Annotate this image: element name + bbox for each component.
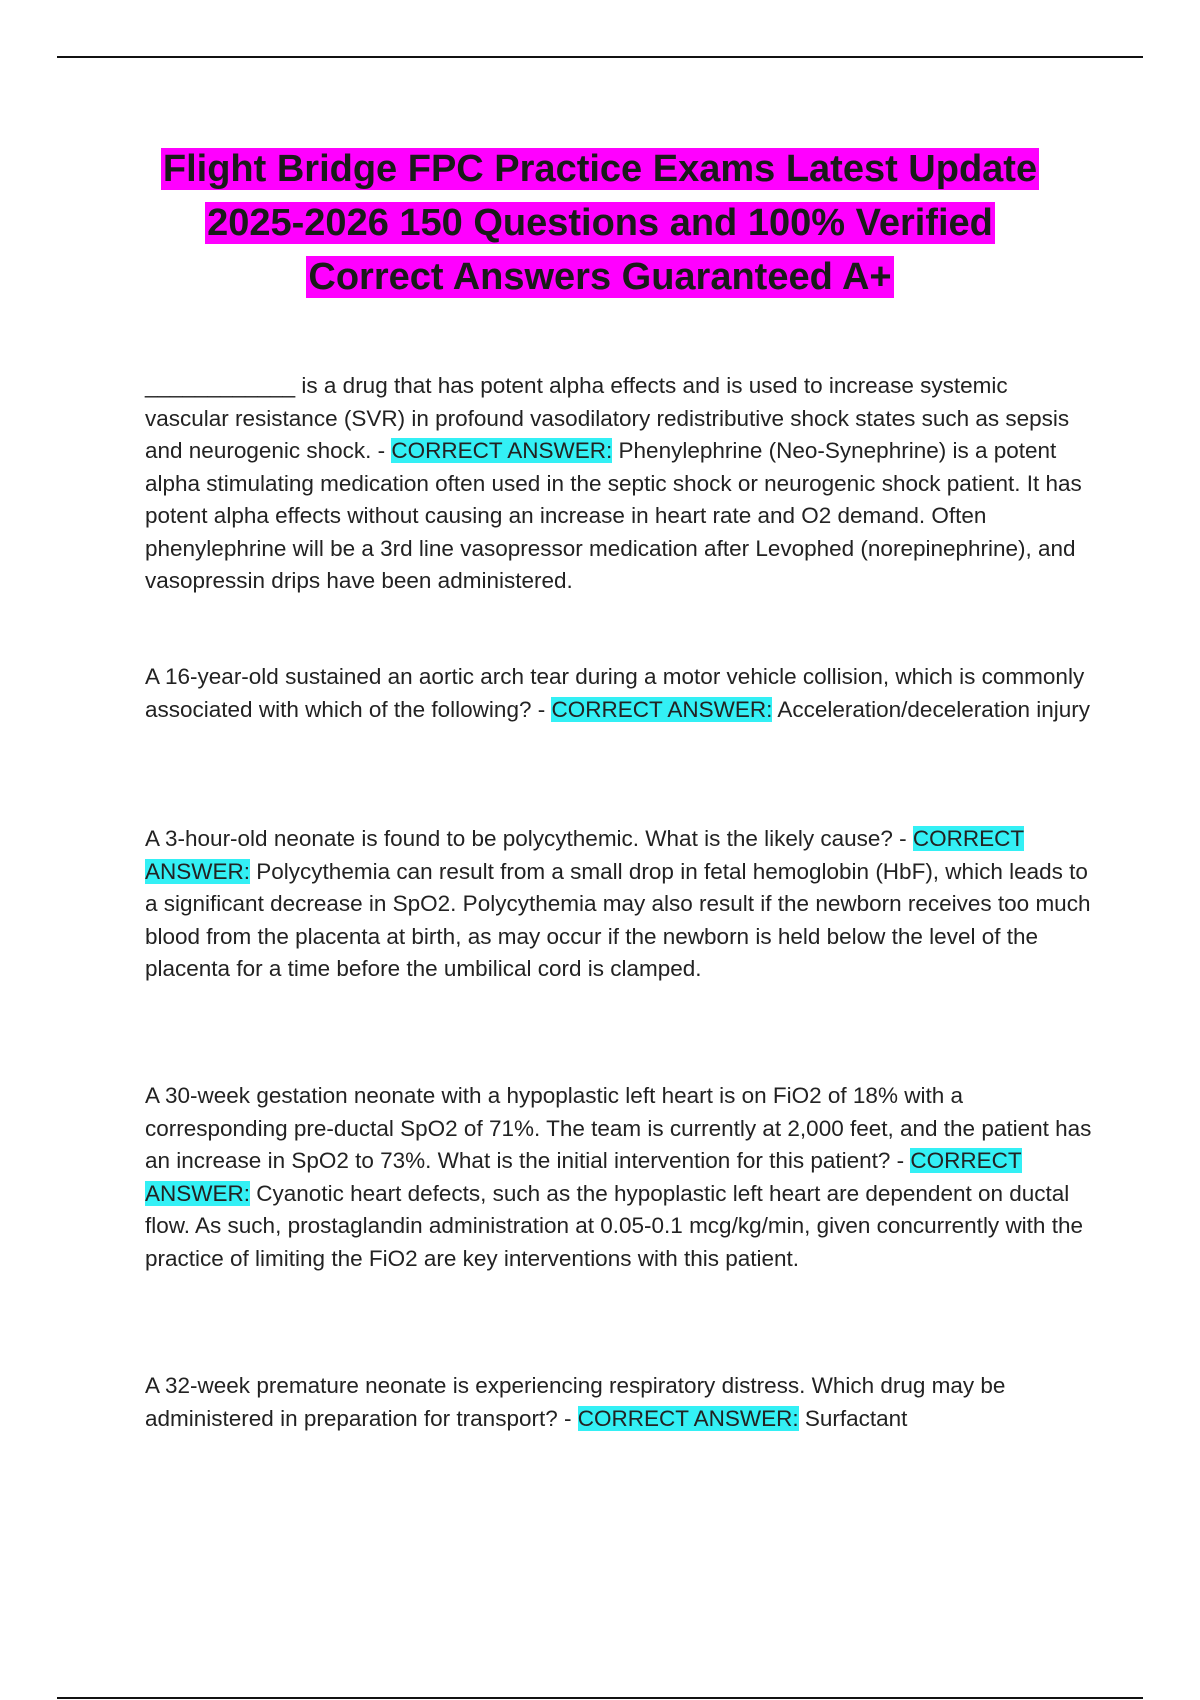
top-rule xyxy=(57,56,1143,58)
bottom-rule xyxy=(57,1697,1143,1699)
title-line-2: 2025-2026 150 Questions and 100% Verified xyxy=(207,202,993,244)
qa-item xyxy=(145,1370,1095,1435)
document-title xyxy=(100,142,1100,304)
question-text: A 3-hour-old neonate is found to be polycythemic. What is the likely cause? - xyxy=(145,826,913,851)
answer-text: Surfactant xyxy=(804,1405,908,1431)
correct-answer-label: CORRECT ANSWER: xyxy=(391,438,613,463)
question-text: A 16-year-old sustained an aortic arch tear during a motor vehicle collision, which is commonly associated with which of the following? - xyxy=(145,664,1085,722)
correct-answer-label: CORRECT ANSWER: xyxy=(577,1405,799,1431)
answer-text: Polycythemia can result from a small drop in fetal hemoglobin (HbF), which leads to a significant decrease in SpO2. Polycythemia may also result if the newborn receives too much blood from the placenta at birth, as may occur if the newborn is held below the level of the placenta for a time before the umbilical cord is clamped. xyxy=(145,858,1091,981)
question-text: A 32-week premature neonate is experiencing respiratory distress. Which drug may be administered in preparation for transport? - xyxy=(145,1373,1006,1431)
qa-item xyxy=(145,823,1095,986)
correct-answer-label: CORRECT ANSWER: xyxy=(145,1148,1022,1206)
question-text: A 30-week gestation neonate with a hypoplastic left heart is on FiO2 of 18% with a corresponding pre-ductal SpO2 of 71%. The team is currently at 2,000 feet, and the patient has an increase in SpO2 to 73%. What is the initial intervention for this patient? - xyxy=(145,1083,1092,1173)
correct-answer-label: CORRECT ANSWER: xyxy=(145,826,1025,884)
question-text: ____________ is a drug that has potent alpha effects and is used to increase systemic vascular resistance (SVR) in profound vasodilatory redistributive shock states such as sepsis and neurogenic shock. - xyxy=(145,373,1070,463)
qa-item xyxy=(145,661,1095,726)
qa-item xyxy=(145,1080,1095,1275)
title-line-1: Flight Bridge FPC Practice Exams Latest Update xyxy=(162,148,1038,190)
answer-text: Phenylephrine (Neo-Synephrine) is a potent alpha stimulating medication often used in the septic shock or neurogenic shock patient. It has potent alpha effects without causing an increase in heart rate and O2 demand. Often phenylephrine will be a 3rd line vasopressor medication after Levophed (norepinephrine), and vasopressin drips have been administered. xyxy=(145,438,1082,593)
qa-item xyxy=(145,370,1095,598)
answer-text: Acceleration/deceleration injury xyxy=(777,696,1091,722)
title-line-3: Correct Answers Guaranteed A+ xyxy=(308,256,892,298)
answer-text: Cyanotic heart defects, such as the hypoplastic left heart are dependent on ductal flow. As such, prostaglandin administration at 0.05-0.1 mcg/kg/min, given concurrently with the practice of limiting the FiO2 are key interventions with this patient. xyxy=(145,1180,1083,1271)
correct-answer-label: CORRECT ANSWER: xyxy=(551,696,773,722)
